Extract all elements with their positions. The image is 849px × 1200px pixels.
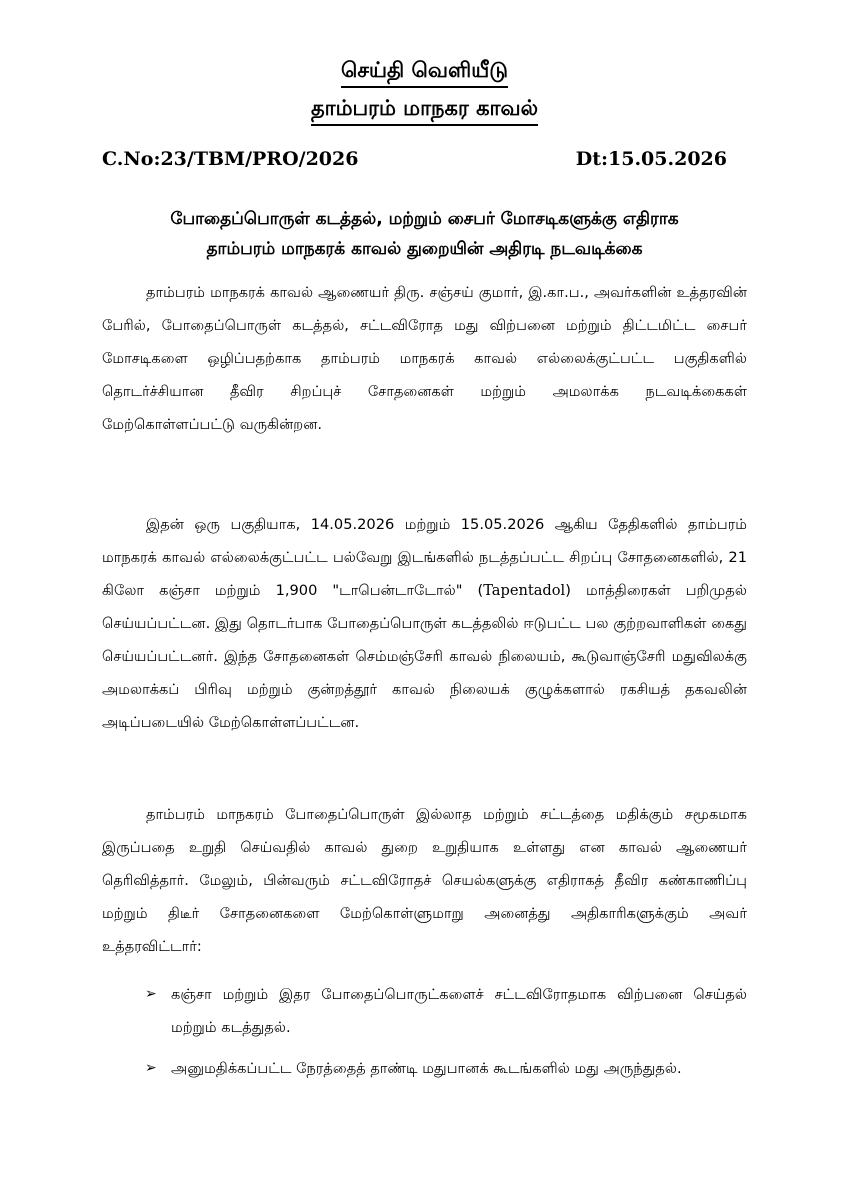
subject-line-2: தாம்பரம் மாநகரக் காவல் துறையின் அதிரடி நடவடிக்கை bbox=[206, 239, 643, 259]
body-text bbox=[102, 276, 747, 441]
arrow-bullet-icon: ➢ bbox=[145, 986, 157, 1002]
subject-line-1: போதைப்பொருள் கடத்தல், மற்றும் சைபர் மோசடிகளுக்கு எதிராக bbox=[170, 209, 679, 229]
document-title bbox=[0, 56, 849, 88]
reference-date: Dt:15.05.2026 bbox=[575, 148, 727, 170]
reference-number: C.No:23/TBM/PRO/2026 bbox=[102, 148, 359, 170]
body-text-3 bbox=[102, 798, 747, 963]
paragraph-1: தாம்பரம் மாநகரக் காவல் ஆணையர் திரு. சஞ்சய் குமார், இ.கா.ப., அவர்களின் உத்தரவின் பேரில், போதைப்பொருள் கடத்தல், சட்டவிரோத மது விற்பனை மற்றும் திட்டமிட்ட சைபர் மோசடிகளை ஒழிப்பதற்காக தாம்பரம் மாநகரக் காவல் எல்லைக்குட்பட்ட பகுதிகளில் தொடர்ச்சியான தீவிர சிறப்புச் சோதனைகள் மற்றும் அமலாக்க நடவடிக்கைகள் மேற்கொள்ளப்பட்டு வருகின்றன. bbox=[102, 284, 747, 433]
paragraph-3: தாம்பரம் மாநகரம் போதைப்பொருள் இல்லாத மற்றும் சட்டத்தை மதிக்கும் சமூகமாக இருப்பதை உறுதி செய்வதில் காவல் துறை உறுதியாக உள்ளது என காவல் ஆணையர் தெரிவித்தார். மேலும், பின்வரும் சட்டவிரோதச் செயல்களுக்கு எதிராகத் தீவிர கண்காணிப்பு மற்றும் திடீர் சோதனைகளை மேற்கொள்ளுமாறு அனைத்து அதிகாரிகளுக்கும் அவர் உத்தரவிட்டார்: bbox=[102, 806, 747, 955]
bullet-text-2: அனுமதிக்கப்பட்ட நேரத்தைத் தாண்டி மதுபானக் கூடங்களில் மது அருந்துதல். bbox=[171, 1060, 682, 1077]
list-item bbox=[145, 978, 747, 1044]
bullet-text-1: கஞ்சா மற்றும் இதர போதைப்பொருட்களைச் சட்டவிரோதமாக விற்பனை செய்தல் மற்றும் கடத்துதல். bbox=[171, 986, 747, 1036]
bullet-list bbox=[145, 978, 747, 1093]
paragraph-2: இதன் ஒரு பகுதியாக, 14.05.2026 மற்றும் 15.05.2026 ஆகிய தேதிகளில் தாம்பரம் மாநகரக் காவல் எல்லைக்குட்பட்ட பல்வேறு இடங்களில் நடத்தப்பட்ட சிறப்பு சோதனைகளில், 21 கிலோ கஞ்சா மற்றும் 1,900 "டாபென்டாடோல்" (Tapentadol) மாத்திரைகள் பறிமுதல் செய்யப்பட்டன. இது தொடர்பாக போதைப்பொருள் கடத்தலில் ஈடுபட்ட பல குற்றவாளிகள் கைது செய்யப்பட்டனர். இந்த சோதனைகள் செம்மஞ்சேரி காவல் நிலையம், கூடுவாஞ்சேரி மதுவிலக்கு அமலாக்கப் பிரிவு மற்றும் குன்றத்தூர் காவல் நிலையக் குழுக்களால் ரகசியத் தகவலின் அடிப்படையில் மேற்கொள்ளப்பட்டன. bbox=[102, 516, 747, 731]
english-term: Tapentadol bbox=[483, 582, 566, 599]
document-title-text: செய்தி வெளியீடு bbox=[341, 56, 508, 88]
arrow-bullet-icon: ➢ bbox=[145, 1060, 157, 1076]
body-text-2 bbox=[102, 508, 747, 739]
list-item bbox=[145, 1052, 747, 1085]
document-subtitle bbox=[0, 94, 849, 126]
document-subtitle-text: தாம்பரம் மாநகர காவல் bbox=[311, 94, 538, 126]
subject-heading bbox=[102, 204, 747, 264]
